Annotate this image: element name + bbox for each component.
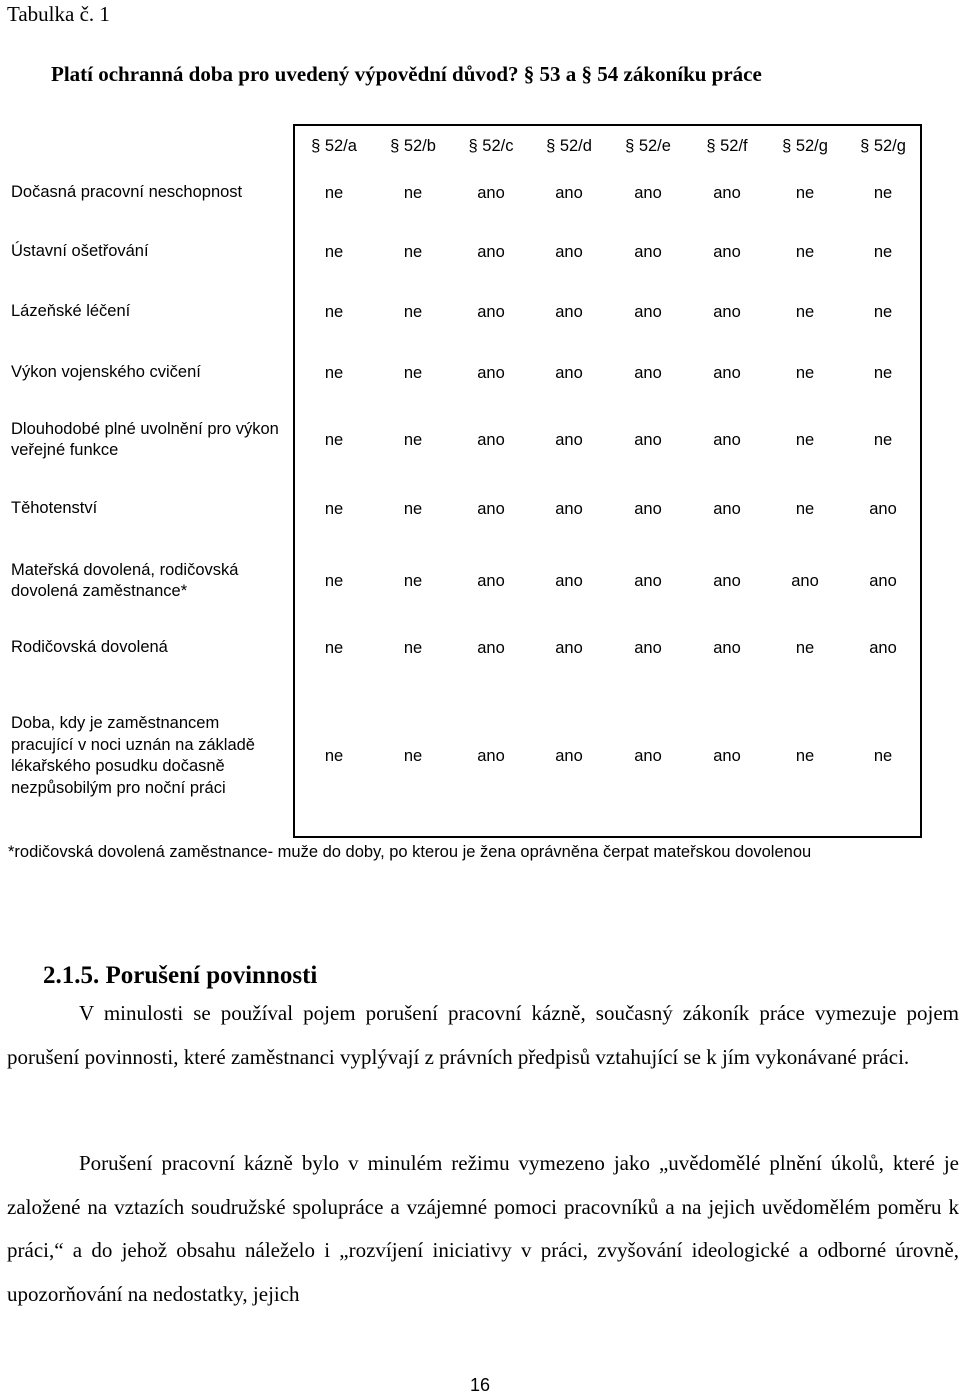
table-cell: ne [403,499,423,518]
table-cell: ne [403,363,423,382]
table-cell: ne [873,746,893,765]
table-cell: ne [324,302,344,321]
table-question: Platí ochranná doba pro uvedený výpovědní důvod? § 53 a § 54 zákoníku práce [51,62,762,86]
table-row [0,404,960,476]
table-cell: ne [795,302,815,321]
column-header: § 52/g [860,136,906,155]
table-row [0,476,960,542]
table-cell: ano [555,430,583,449]
table-cell: ano [869,499,897,518]
table-cell: ano [477,499,505,518]
table-cell: ne [795,638,815,657]
table-cell: ano [869,571,897,590]
table-row [0,676,960,836]
column-header: § 52/f [706,136,748,155]
table-cell: ano [555,638,583,657]
column-header: § 52/e [625,136,671,155]
column-header: § 52/g [782,136,828,155]
table-cell: ano [555,499,583,518]
table-cell: ano [634,571,662,590]
table-cell: ano [555,242,583,261]
table-cell: ne [795,430,815,449]
table-cell: ne [873,430,893,449]
row-label: Těhotenství [11,499,98,518]
table-cell: ano [713,242,741,261]
table-cell: ne [403,242,423,261]
page-number: 16 [469,1375,491,1395]
table-cell: ano [634,363,662,382]
table-cell: ne [324,183,344,202]
row-label: Dočasná pracovní neschopnost [11,183,243,202]
table-row [0,542,960,620]
table-cell: ano [713,183,741,202]
table-cell: ne [795,499,815,518]
table-footnote: *rodičovská dovolená zaměstnance- muže do doby, po kterou je žena oprávněna čerpat mateřskou dovolenou [8,843,812,861]
row-label: Dlouhodobé plné uvolnění pro výkon veřejné funkce [11,419,279,459]
table-cell: ano [477,571,505,590]
table-cell: ano [634,638,662,657]
table-row [0,342,960,404]
table-cell: ne [873,242,893,261]
table-cell: ano [555,746,583,765]
table-cell: ne [873,302,893,321]
table-cell: ano [634,302,662,321]
table-cell: ano [555,302,583,321]
table-cell: ano [713,363,741,382]
row-label: Rodičovská dovolená [11,638,168,657]
table-cell: ne [324,363,344,382]
table-cell: ne [403,302,423,321]
table-cell: ne [403,183,423,202]
table-cell: ne [795,183,815,202]
table-cell: ne [324,571,344,590]
table-cell: ano [869,638,897,657]
row-label: Výkon vojenského cvičení [11,363,201,382]
table-row [0,164,960,222]
table-cell: ne [795,746,815,765]
table-cell: ne [873,363,893,382]
paragraph: V minulosti se používal pojem porušení pracovní kázně, současný zákoník práce vymezuje pojem porušení povinnosti, které zaměstnanci vyplývají z právních předpisů vztahující se k jím vykonávané práci. [7,1001,959,1069]
table-cell: ne [795,363,815,382]
row-label: Ústavní ošetřování [11,242,149,261]
table-cell: ano [634,746,662,765]
table-row [0,620,960,676]
table-cell: ano [713,430,741,449]
table-cell: ne [403,430,423,449]
table-cell: ano [713,746,741,765]
table-cell: ne [873,183,893,202]
table-cell: ano [477,746,505,765]
table-cell: ne [403,571,423,590]
table-cell: ano [634,242,662,261]
table-caption: Tabulka č. 1 [7,2,110,26]
table-cell: ne [403,638,423,657]
paragraph: Porušení pracovní kázně bylo v minulém režimu vymezeno jako „uvědomělé plnění úkolů, které je založené na vztazích soudružské spolupráce a vzájemné pomoci pracovníků a na jejich uvědomělém poměru k práci,“ a do jehož obsahu náleželo i „rozvíjení iniciativy v práci, zvyšování ideologické a odborné úrovně, upozorňování na nedostatky, jejich [7,1151,959,1306]
table-cell: ano [555,571,583,590]
column-header: § 52/b [390,136,436,155]
table-cell: ano [555,183,583,202]
table-cell: ano [477,183,505,202]
row-label: Mateřská dovolená, rodičovská dovolená zaměstnance* [11,560,239,600]
table-cell: ne [324,746,344,765]
column-header: § 52/a [311,136,357,155]
table-cell: ano [477,363,505,382]
column-header: § 52/d [546,136,592,155]
table-row [0,282,960,342]
table-cell: ne [324,242,344,261]
table-cell: ano [634,430,662,449]
table-cell: ano [555,363,583,382]
table-cell: ano [477,638,505,657]
column-header: § 52/c [468,136,514,155]
table-cell: ano [791,571,819,590]
table-header-row [0,128,960,164]
table-row [0,222,960,282]
table-cell: ano [477,242,505,261]
table-cell: ne [324,638,344,657]
table-cell: ano [713,638,741,657]
table-cell: ano [477,302,505,321]
table-cell: ano [713,302,741,321]
table-cell: ano [713,499,741,518]
row-label: Doba, kdy je zaměstnancem pracující v noci uznán na základě lékařského posudku dočasně nezpůsobilým pro noční práci [11,714,255,797]
table-cell: ano [634,183,662,202]
table-cell: ne [324,499,344,518]
table-cell: ne [324,430,344,449]
table-cell: ne [403,746,423,765]
section-heading: 2.1.5. Porušení povinnosti [43,962,318,989]
row-label: Lázeňské léčení [11,302,131,321]
table-cell: ano [477,430,505,449]
table-cell: ano [713,571,741,590]
table-cell: ano [634,499,662,518]
table-cell: ne [795,242,815,261]
